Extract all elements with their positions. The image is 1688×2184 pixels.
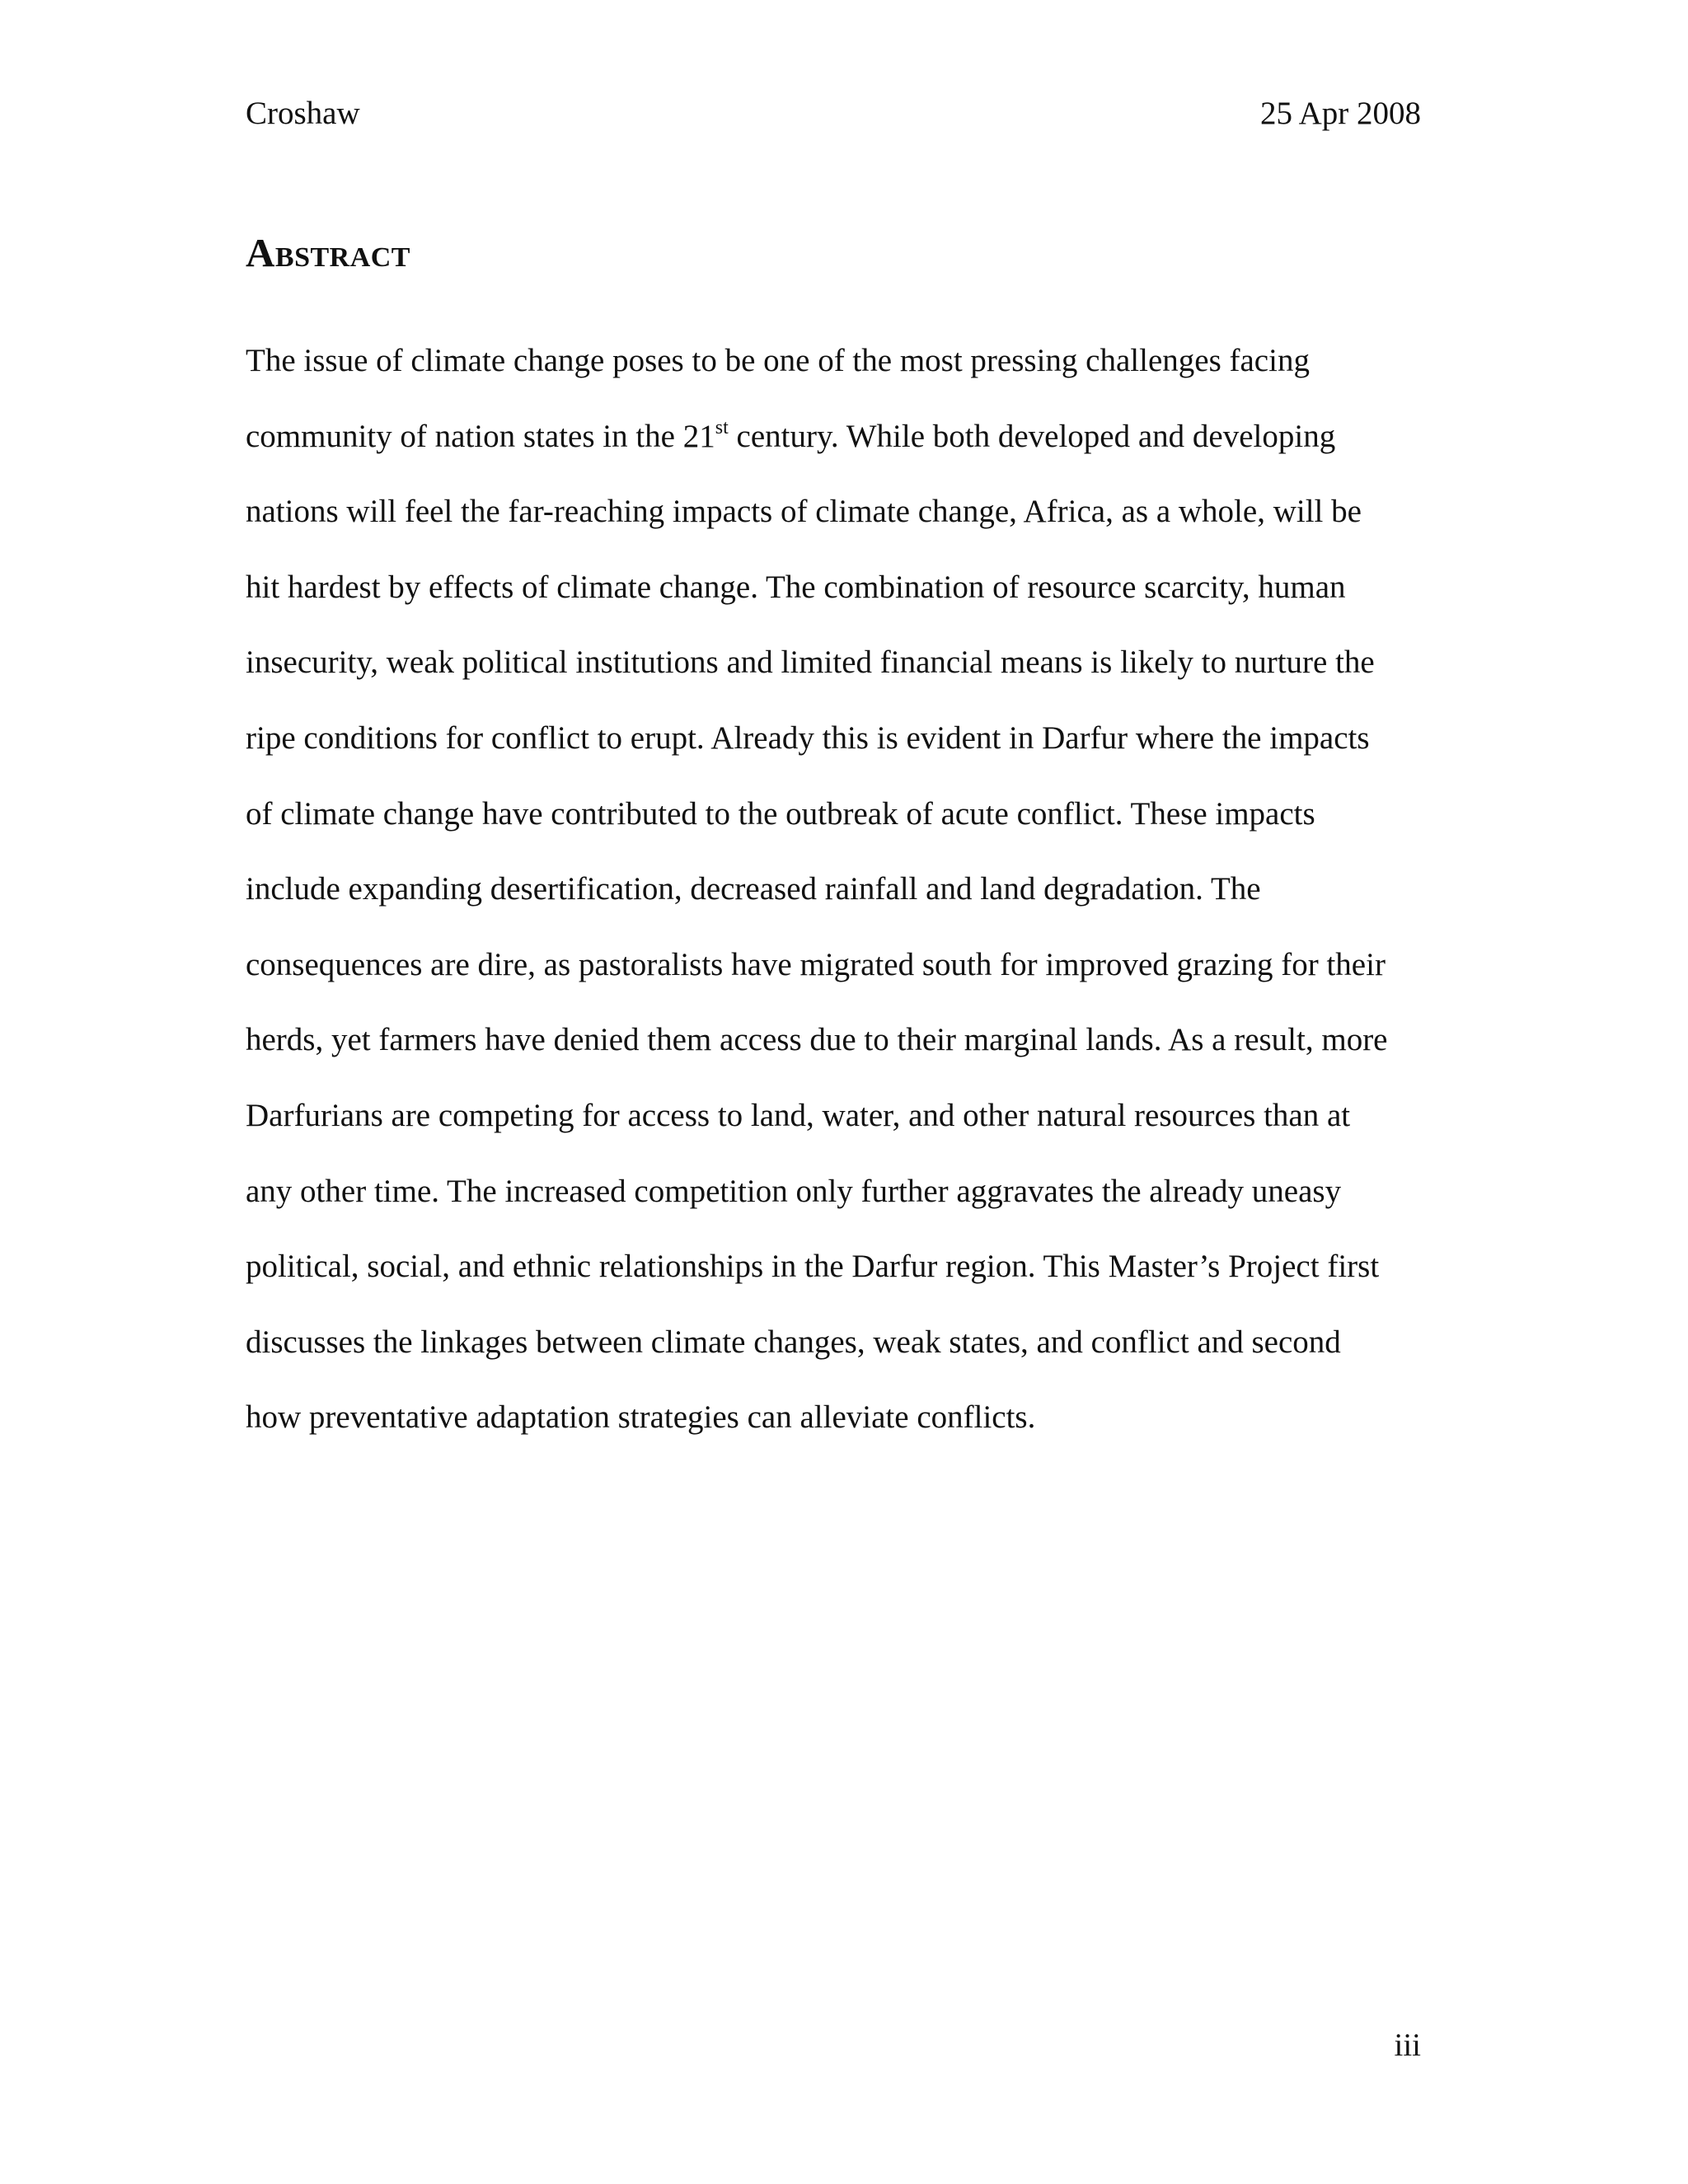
header-author: Croshaw <box>246 96 360 131</box>
abstract-line: herds, yet farmers have denied them access due to their marginal lands. As a result, more <box>246 1022 1388 1058</box>
abstract-line <box>246 399 1432 475</box>
abstract-line-text: century. While both developed and developing <box>728 418 1336 454</box>
abstract-line: hit hardest by effects of climate change. The combination of resource scarcity, human <box>246 569 1346 605</box>
abstract-line: consequences are dire, as pastoralists have migrated south for improved grazing for their <box>246 946 1386 982</box>
abstract-line: political, social, and ethnic relationships in the Darfur region. This Master’s Project first <box>246 1249 1380 1285</box>
header-date: 25 Apr 2008 <box>1260 96 1421 131</box>
abstract-line: nations will feel the far-reaching impacts of climate change, Africa, as a whole, will be <box>246 494 1362 530</box>
abstract-line: Darfurians are competing for access to land, water, and other natural resources than at <box>246 1097 1351 1133</box>
section-title: Abstract <box>246 230 410 275</box>
abstract-line: how preventative adaptation strategies can alleviate conflicts. <box>246 1399 1036 1436</box>
page-number: iii <box>1394 2027 1421 2063</box>
ordinal-superscript: st <box>715 416 729 438</box>
abstract-line: of climate change have contributed to the outbreak of acute conflict. These impacts <box>246 795 1315 832</box>
abstract-line: include expanding desertification, decreased rainfall and land degradation. The <box>246 871 1261 907</box>
abstract-line: discusses the linkages between climate changes, weak states, and conflict and second <box>246 1324 1341 1360</box>
abstract-line: The issue of climate change poses to be one of the most pressing challenges facing <box>246 343 1310 378</box>
abstract-line: insecurity, weak political institutions and limited financial means is likely to nurture the <box>246 644 1375 681</box>
abstract-line: ripe conditions for conflict to erupt. Already this is evident in Darfur where the impacts <box>246 719 1370 756</box>
abstract-line-text: community of nation states in the 21 <box>246 418 715 454</box>
abstract-line: any other time. The increased competition only further aggravates the already uneasy <box>246 1173 1342 1209</box>
abstract-paragraph <box>246 323 1432 1455</box>
